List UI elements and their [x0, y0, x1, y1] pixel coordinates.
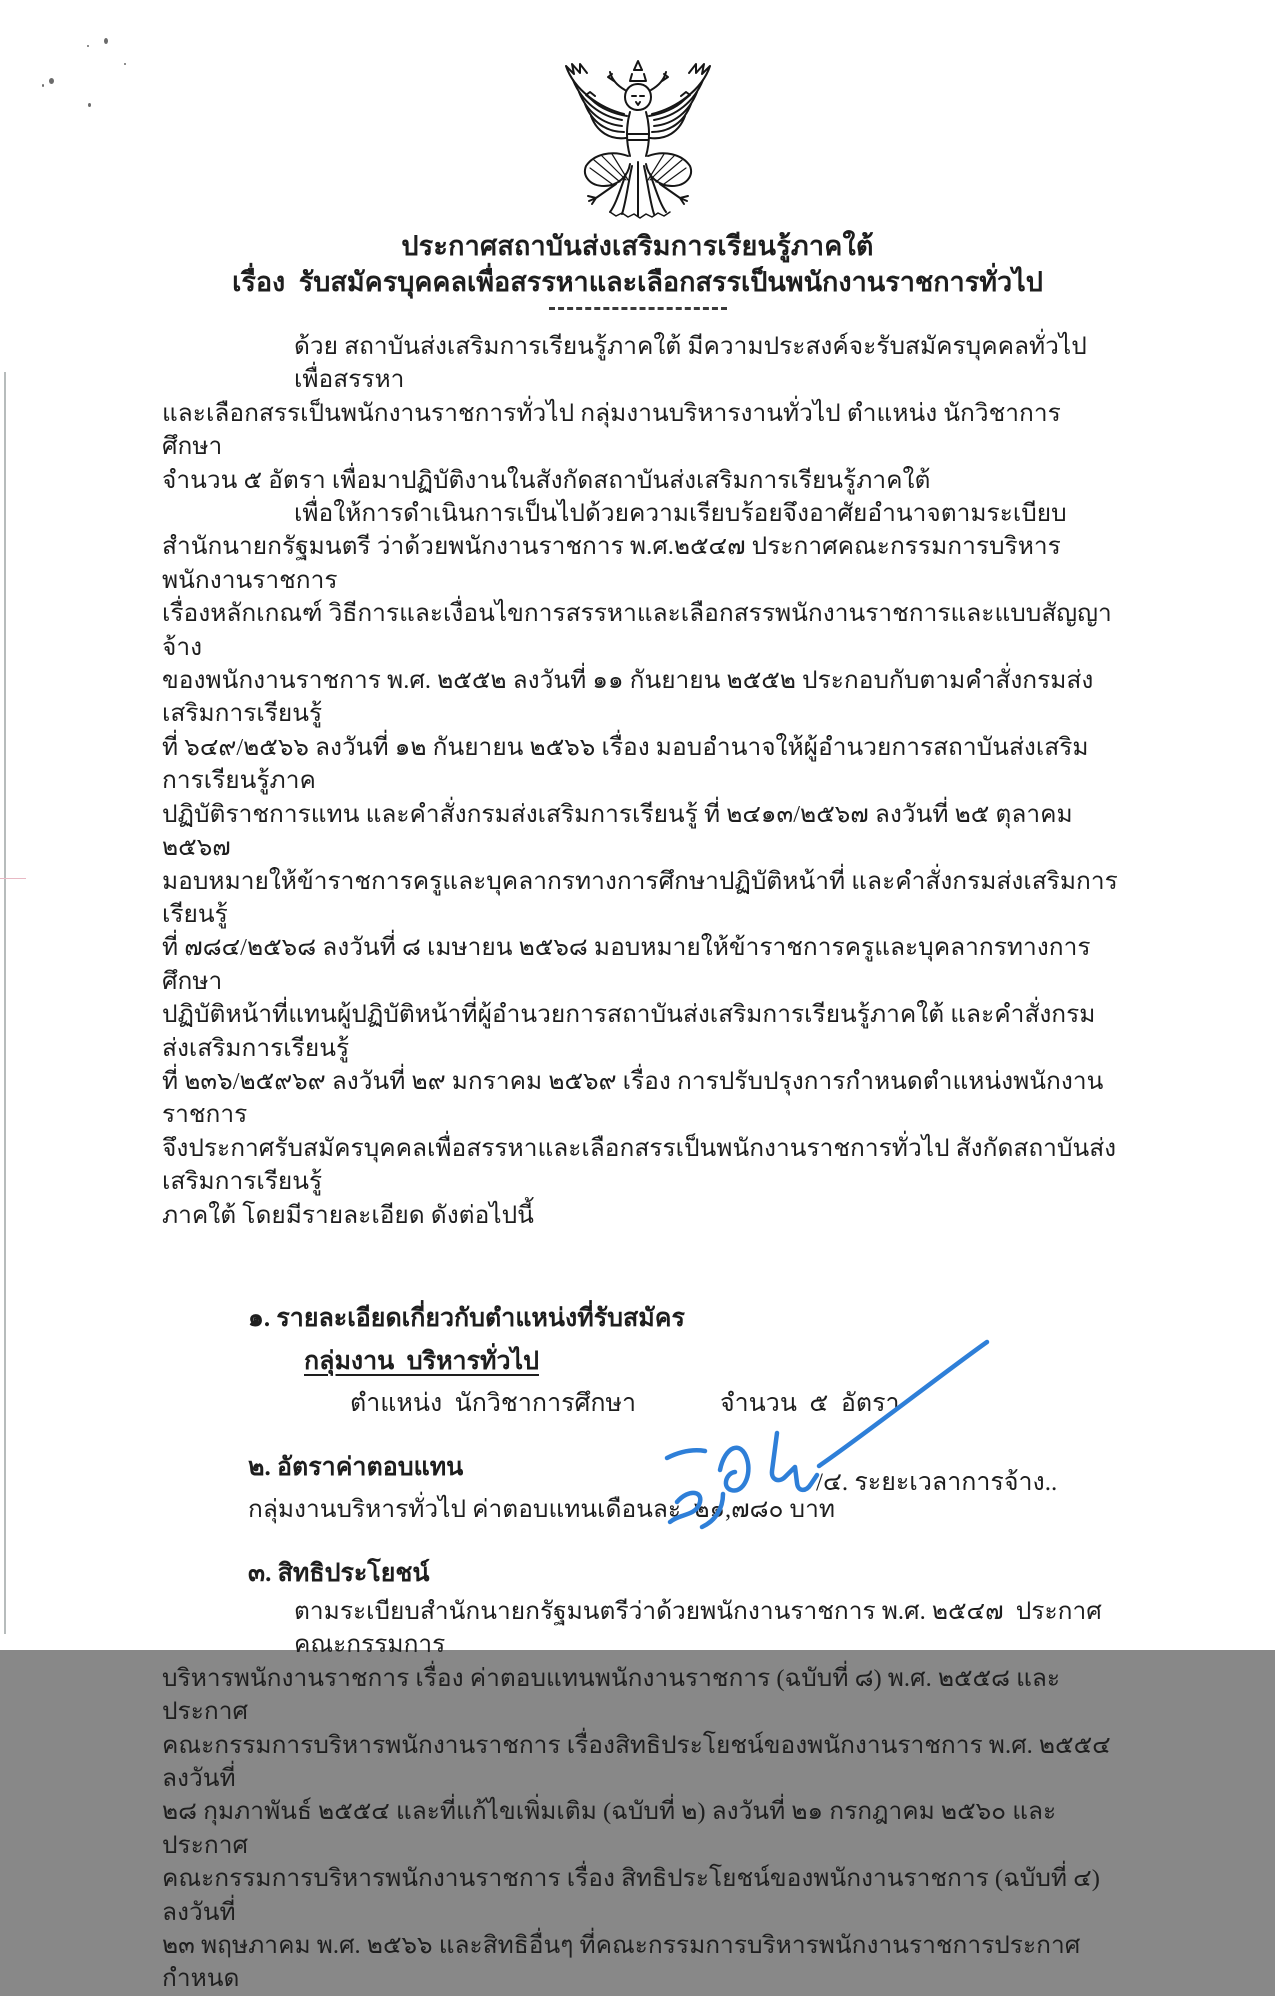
text-line: ปฏิบัติราชการแทน และคำสั่งกรมส่งเสริมการเรียนรู้ ที่ ๒๔๑๓/๒๕๖๗ ลงวันที่ ๒๕ ตุลาคม ๒๕๖๗	[162, 800, 1079, 862]
scan-speck	[124, 63, 126, 65]
text-line: ที่ ๗๘๔/๒๕๖๘ ลงวันที่ ๘ เมษายน ๒๕๖๘ มอบหมายให้ข้าราชการครูและบุคลากรทางการศึกษา	[162, 934, 1091, 995]
announcement-subject: เรื่อง รับสมัครบุคคลเพื่อสรรหาและเลือกสรรเป็นพนักงานราชการทั่วไป	[232, 267, 1043, 297]
scan-speck	[104, 38, 108, 44]
text-line: ที่ ๖๔๙/๒๕๖๖ ลงวันที่ ๑๒ กันยายน ๒๕๖๖ เรื่อง มอบอำนาจให้ผู้อำนวยการสถาบันส่งเสริมการเรียนรู้ภาค	[162, 733, 1089, 795]
text-line: สำนักนายกรัฐมนตรี ว่าด้วยพนักงานราชการ พ.ศ.๒๕๔๗ ประกาศคณะกรรมการบริหารพนักงานราชการ	[162, 533, 1061, 594]
garuda-emblem	[542, 58, 734, 225]
text-line: และเลือกสรรเป็นพนักงานราชการทั่วไป กลุ่มงานบริหารงานทั่วไป ตำแหน่ง นักวิชาการศึกษา	[162, 399, 1061, 461]
text-line: ด้วย สถาบันส่งเสริมการเรียนรู้ภาคใต้ มีความประสงค์จะรับสมัครบุคคลทั่วไป เพื่อสรรหา	[294, 333, 1093, 394]
section-gap	[162, 1232, 1118, 1298]
text-line: ๒๘ กุมภาพันธ์ ๒๕๕๔ และที่แก้ไขเพิ่มเติม (ฉบับที่ ๒) ลงวันที่ ๒๑ กรกฎาคม ๒๕๖๐ และประกาศ	[162, 1798, 1057, 1859]
text-line: ที่ ๒๓๖/๒๕๙๖๙ ลงวันที่ ๒๙ มกราคม ๒๕๖๙ เรื่อง การปรับปรุงการกำหนดตำแหน่งพนักงานราชการ	[162, 1067, 1104, 1129]
group-label: กลุ่มงาน บริหารทั่วไป	[304, 1347, 539, 1375]
text-line: ปฏิบัติหน้าที่แทนผู้ปฏิบัติหน้าที่ผู้อำนวยการสถาบันส่งเสริมการเรียนรู้ภาคใต้ และคำสั่งกรมส่งเสริมการเรียนรู้	[162, 1001, 1096, 1062]
section2-detail: กลุ่มงานบริหารทั่วไป ค่าตอบแทนเดือนละ ๒๑,๗๘๐ บาท	[248, 1495, 836, 1523]
text-line: จำนวน ๕ อัตรา เพื่อมาปฏิบัติงานในสังกัดสถาบันส่งเสริมการเรียนรู้ภาคใต้	[162, 466, 931, 494]
section1-heading: ๑. รายละเอียดเกี่ยวกับตำแหน่งที่รับสมัคร	[248, 1304, 685, 1332]
scan-edge-artifact	[4, 372, 6, 1634]
scan-speck	[42, 84, 44, 87]
text-line: เรื่องหลักเกณฑ์ วิธีการและเงื่อนไขการสรรหาและเลือกสรรพนักงานราชการและแบบสัญญาจ้าง	[162, 600, 1112, 661]
scan-speck	[49, 78, 54, 84]
scan-speck	[88, 103, 91, 107]
text-line: คณะกรรมการบริหารพนักงานราชการ เรื่อง สิทธิประโยชน์ของพนักงานราชการ (ฉบับที่ ๔) ลงวันที่	[162, 1865, 1106, 1926]
document-body	[162, 330, 1118, 1996]
section2-heading: ๒. อัตราค่าตอบแทน	[248, 1453, 464, 1481]
count-label: จำนวน ๕ อัตรา	[720, 1389, 900, 1417]
text-line: บริหารพนักงานราชการ เรื่อง ค่าตอบแทนพนักงานราชการ (ฉบับที่ ๘) พ.ศ. ๒๕๕๘ และประกาศ	[162, 1664, 1061, 1726]
text-line: มอบหมายให้ข้าราชการครูและบุคลากรทางการศึกษาปฏิบัติหน้าที่ และคำสั่งกรมส่งเสริมการเรียนรู้	[162, 867, 1118, 928]
text-line: ๒๓ พฤษภาคม พ.ศ. ๒๕๖๖ และสิทธิอื่นๆ ที่คณะกรรมการบริหารพนักงานราชการประกาศกำหนด	[162, 1932, 1081, 1993]
announcement-title: ประกาศสถาบันส่งเสริมการเรียนรู้ภาคใต้	[401, 231, 874, 261]
text-line: ตามระเบียบสำนักนายกรัฐมนตรีว่าด้วยพนักงานราชการ พ.ศ. ๒๕๔๗ ประกาศคณะกรรมการ	[294, 1597, 1102, 1659]
dashed-divider	[549, 307, 727, 310]
scan-pink-line-artifact	[0, 878, 26, 879]
section3-heading: ๓. สิทธิประโยชน์	[248, 1559, 430, 1587]
text-line: ของพนักงานราชการ พ.ศ. ๒๕๕๒ ลงวันที่ ๑๑ กันยายน ๒๕๕๒ ประกอบกับตามคำสั่งกรมส่งเสริมการเรียนรู้	[162, 667, 1094, 728]
text-line: เพื่อให้การดำเนินการเป็นไปด้วยความเรียบร้อยจึงอาศัยอำนาจตามระเบียบ	[294, 500, 1067, 528]
handwritten-signature	[615, 1330, 1015, 1545]
text-line: ภาคใต้ โดยมีรายละเอียด ดังต่อไปนี้	[162, 1201, 534, 1229]
garuda-emblem-icon	[542, 58, 734, 220]
text-line: คณะกรรมการบริหารพนักงานราชการ เรื่องสิทธิประโยชน์ของพนักงานราชการ พ.ศ. ๒๕๕๔ ลงวันที่	[162, 1731, 1117, 1792]
signature-ink-icon	[615, 1330, 1015, 1540]
next-page-note: /๔. ระยะเวลาการจ้าง..	[816, 1469, 1058, 1496]
text-line: จึงประกาศรับสมัครบุคคลเพื่อสรรหาและเลือกสรรเป็นพนักงานราชการทั่วไป สังกัดสถาบันส่งเสริมการเรียนรู้	[162, 1134, 1117, 1196]
scan-speck	[87, 45, 89, 47]
position-label: ตำแหน่ง นักวิชาการศึกษา	[350, 1389, 637, 1417]
